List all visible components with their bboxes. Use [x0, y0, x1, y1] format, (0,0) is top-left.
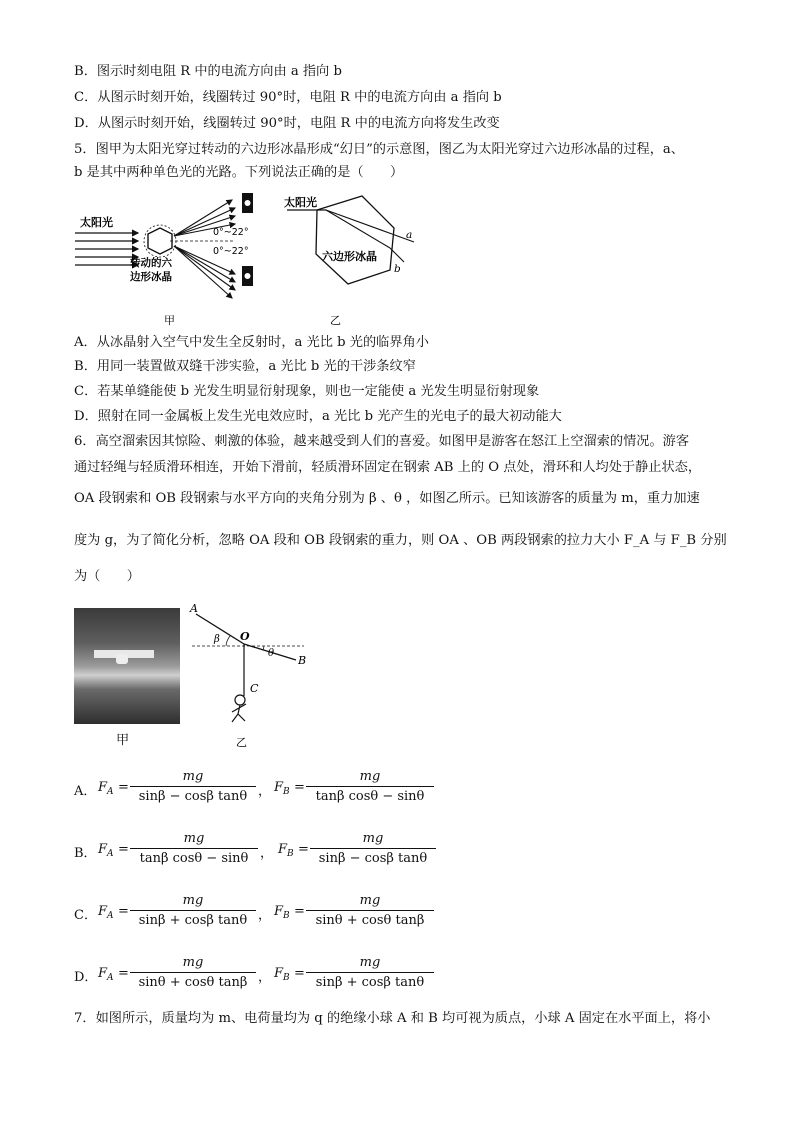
q5-figure-yi	[282, 192, 422, 332]
q6-figure-yi	[184, 600, 324, 750]
fb-fraction: $\frac{mg}{\text{tanβ cosθ − sinθ}}$	[306, 768, 434, 805]
fb-symbol: $F_B$	[274, 966, 290, 983]
ray-b-label: b	[394, 263, 401, 275]
q7-stem-line-1: 7．如图所示，质量均为 m、电荷量均为 q 的绝缘小球 A 和 B 均可视为质点，小球 A 固定在水平面上，将小	[74, 1011, 711, 1026]
q5-option-d: D．照射在同一金属板上发生光电效应时，a 光比 b 光产生的光电子的最大初动能大	[74, 409, 562, 424]
q6-stem-line-1: 6．高空溜索因其惊险、刺激的体验，越来越受到人们的喜爱。如图甲是游客在怒江上空溜索的情况。游客	[74, 434, 690, 449]
sunlight-label: 太阳光	[80, 216, 113, 229]
photo-tourist	[116, 654, 128, 664]
equals-sign: =	[298, 842, 309, 857]
incoming-rays	[75, 233, 138, 265]
q6-stem-line-2: 通过轻绳与轻质滑环相连，开始下滑前，轻质滑环固定在钢索 AB 上的 O 点处，滑环和人均处于静止状态，	[74, 460, 702, 475]
point-o-label: O	[240, 630, 250, 643]
point-b-label: B	[298, 654, 307, 667]
q5-option-b: B．用同一装置做双缝干涉实验，a 光比 b 光的干涉条纹窄	[74, 359, 416, 374]
point-c-label: C	[250, 682, 259, 695]
rotating-hexagon-crystal	[148, 228, 172, 254]
equals-sign: =	[294, 966, 305, 981]
q6-figure-caption-jia: 甲	[116, 733, 130, 748]
angle-top-label: 0°~22°	[213, 227, 249, 238]
person-stick-figure	[232, 695, 246, 722]
q5-stem-line-1: 5．图甲为太阳光穿过转动的六边形冰晶形成“幻日”的示意图，图乙为太阳光穿过六边形冰晶的过程，a、	[74, 142, 684, 157]
equals-sign: =	[294, 904, 305, 919]
separator: ，	[258, 784, 272, 799]
separator: ，	[258, 970, 272, 985]
exit-ray-b	[390, 248, 404, 262]
q6-stem-line-4: 度为 g，为了简化分析，忽略 OA 段和 OB 段钢索的重力，则 OA 、OB 两段钢索的拉力大小 F_A 与 F_B 分别	[74, 533, 727, 548]
equals-sign: =	[118, 966, 129, 981]
fb-symbol: $F_B$	[274, 904, 290, 921]
separator: ，	[260, 846, 274, 861]
figure-caption-yi: 乙	[236, 736, 247, 749]
fb-symbol: $F_B$	[278, 842, 294, 859]
fa-symbol: $F_A$	[98, 780, 114, 797]
option-letter: B．	[74, 846, 97, 861]
fa-symbol: $F_A$	[98, 966, 114, 983]
separator: ，	[258, 908, 272, 923]
q5-option-c: C．若某单缝能使 b 光发生明显衍射现象，则也一定能使 a 光发生明显衍射现象	[74, 384, 540, 399]
q5-option-a: A．从冰晶射入空气中发生全反射时，a 光比 b 光的临界角小	[74, 335, 429, 350]
point-a-label: A	[190, 602, 198, 615]
fa-fraction: $\frac{mg}{\text{sinθ + cosθ tanβ}}$	[130, 954, 256, 991]
figure-caption-yi: 乙	[330, 314, 341, 327]
fa-symbol: $F_A$	[98, 904, 114, 921]
fb-fraction: $\frac{mg}{\text{sinβ + cosβ tanθ}}$	[306, 954, 434, 991]
sun-dog-bottom-glow	[245, 273, 251, 279]
cable-oa	[196, 614, 244, 644]
q5-stem-line-2: b 是其中两种单色光的光路。下列说法正确的是（ ）	[74, 165, 404, 180]
refracted-ray-b	[326, 210, 390, 248]
option-letter: D．	[74, 970, 98, 985]
equals-sign: =	[118, 780, 129, 795]
option-letter: A．	[74, 784, 97, 799]
fa-fraction: $\frac{mg}{\text{sinβ − cosβ tanθ}}$	[130, 768, 256, 805]
fa-fraction: $\frac{mg}{\text{tanβ cosθ − sinθ}}$	[130, 830, 258, 867]
crystal-label: 六边形冰晶	[322, 250, 377, 263]
q4-option-c: C．从图示时刻开始，线圈转过 90°时，电阻 R 中的电流方向由 a 指向 b	[74, 90, 502, 105]
sunlight-label: 太阳光	[284, 196, 317, 209]
q4-option-b: B．图示时刻电阻 R 中的电流方向由 a 指向 b	[74, 64, 342, 79]
fb-symbol: $F_B$	[274, 780, 290, 797]
fa-symbol: $F_A$	[98, 842, 114, 859]
q4-option-d: D．从图示时刻开始，线圈转过 90°时，电阻 R 中的电流方向将发生改变	[74, 116, 500, 131]
crystal-label-2: 边形冰晶	[130, 271, 172, 283]
equals-sign: =	[118, 904, 129, 919]
fb-fraction: $\frac{mg}{\text{sinθ + cosθ tanβ}}$	[306, 892, 434, 929]
angle-bottom-label: 0°~22°	[213, 246, 249, 257]
ray-a-label: a	[406, 229, 413, 241]
hexagon-crystal	[316, 196, 394, 284]
angle-theta-arc	[263, 646, 264, 650]
fb-fraction: $\frac{mg}{\text{sinβ − cosβ tanθ}}$	[310, 830, 436, 867]
option-letter: C．	[74, 908, 97, 923]
ziplining-photo	[74, 608, 180, 724]
sun-dog-top-glow	[245, 200, 251, 206]
fa-fraction: $\frac{mg}{\text{sinβ + cosβ tanθ}}$	[130, 892, 256, 929]
equals-sign: =	[294, 780, 305, 795]
crystal-label-1: 转动的六	[130, 257, 172, 269]
figure-caption-jia: 甲	[164, 314, 175, 327]
angle-beta-label: β	[214, 634, 220, 645]
angle-theta-label: θ	[268, 648, 275, 659]
equals-sign: =	[118, 842, 129, 857]
q6-stem-line-5: 为（ ）	[74, 569, 140, 584]
refracted-ray-a	[326, 210, 392, 234]
angle-beta-arc	[226, 636, 230, 646]
q6-stem-line-3: OA 段钢索和 OB 段钢索与水平方向的夹角分别为 β 、θ ，如图乙所示。已知该游客的质量为 m，重力加速	[74, 491, 700, 506]
q5-figure-jia	[70, 188, 270, 328]
